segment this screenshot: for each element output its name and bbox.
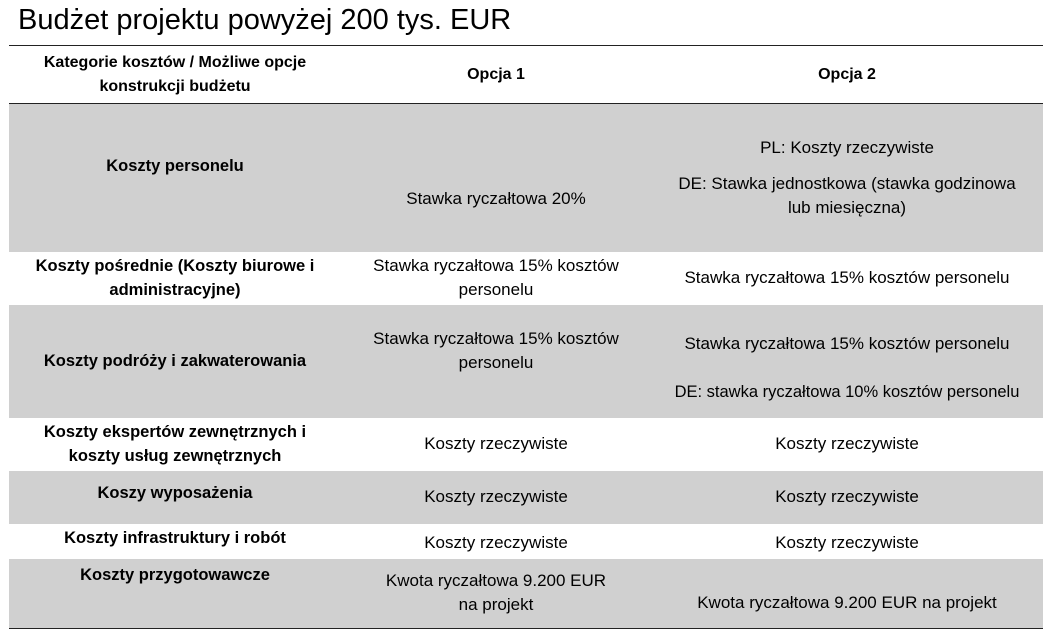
table-row [9,252,1043,305]
row-category: Koszty personelu [9,104,341,252]
row-option-2-line-b: DE: Stawka jednostkowa (stawka godzinowa lub miesięczna) [678,173,1016,217]
table-row [9,418,1043,471]
header-category: Kategorie kosztów / Możliwe opcje konstrukcji budżetu [9,46,341,104]
row-category: Koszty przygotowawcze [9,559,341,629]
page-title: Budżet projektu powyżej 200 tys. EUR [18,4,512,36]
row-option-2: Koszty rzeczywiste [775,533,919,552]
row-option-2: Koszty rzeczywiste [651,471,1043,524]
row-option-1: Kwota ryczałtowa 9.200 EUR na projekt [341,559,651,629]
row-option-1: Stawka ryczałtowa 15% kosztów personelu [373,256,619,299]
row-option-2-line-b: DE: stawka ryczałtowa 10% kosztów personelu [674,383,1020,401]
row-option-2 [651,104,1043,252]
table-row [9,524,1043,559]
row-category: Koszty infrastruktury i robót [64,529,286,547]
row-option-2-line-a: Stawka ryczałtowa 15% kosztów personelu [684,334,1010,353]
row-option-1: Stawka ryczałtowa 15% kosztów personelu [341,305,651,418]
table-header-row [9,46,1043,104]
row-category: Koszty podróży i zakwaterowania [9,305,341,418]
row-option-1: Stawka ryczałtowa 20% [341,104,651,252]
table-row [9,305,1043,418]
row-option-2: Stawka ryczałtowa 15% kosztów personelu [684,268,1010,287]
row-option-2-line-a: PL: Koszty rzeczywiste [760,137,934,157]
row-option-1: Koszty rzeczywiste [424,434,568,453]
row-option-1: Koszty rzeczywiste [424,533,568,552]
row-option-2: Koszty rzeczywiste [775,434,919,453]
table-row [9,559,1043,629]
row-category: Koszty ekspertów zewnętrznych i koszty usług zewnętrznych [43,423,307,465]
row-option-2 [651,305,1043,418]
header-option-2: Opcja 2 [651,46,1043,104]
row-category: Koszty pośrednie (Koszty biurowe i administracyjne) [35,257,315,299]
row-category: Koszy wyposażenia [9,471,341,524]
table-row [9,471,1043,524]
header-option-1: Opcja 1 [341,46,651,104]
row-option-1: Koszty rzeczywiste [341,471,651,524]
budget-table [9,45,1043,629]
table-row [9,104,1043,252]
row-option-2: Kwota ryczałtowa 9.200 EUR na projekt [651,559,1043,629]
